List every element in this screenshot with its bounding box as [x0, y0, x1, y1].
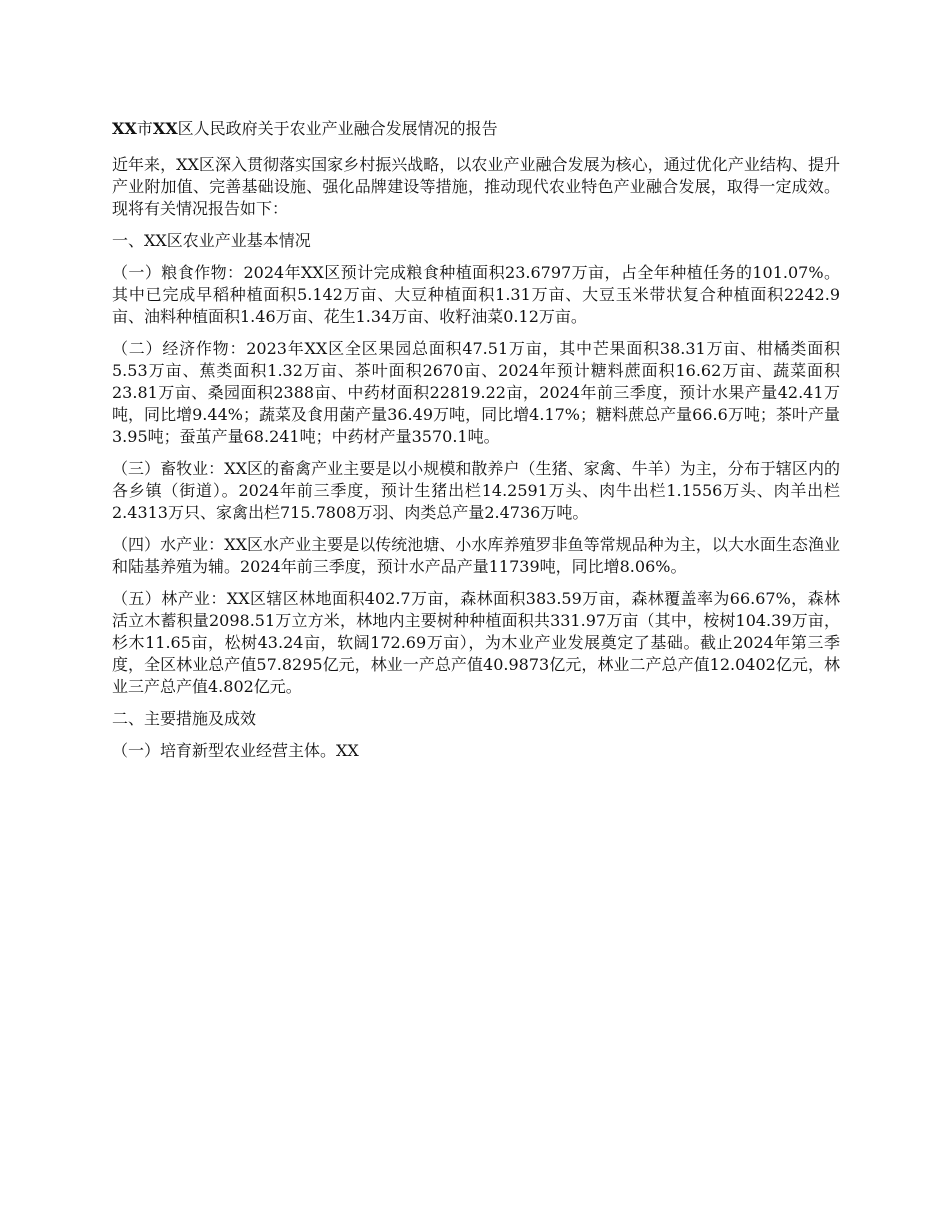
paragraph-aquaculture: （四）水产业：XX区水产业主要是以传统池塘、小水库养殖罗非鱼等常规品种为主，以大水面生态渔业和陆基养殖为辅。2024年前三季度，预计水产品产量11739吨，同比增8.06%。	[112, 535, 840, 576]
title-city-suffix: 市	[136, 119, 153, 138]
title-rest: 区人民政府关于农业产业融合发展情况的报告	[177, 119, 498, 138]
paragraph-cash-crops: （二）经济作物：2023年XX区全区果园总面积47.51万亩，其中芒果面积38.31万亩、柑橘类面积5.53万亩、蕉类面积1.32万亩、茶叶面积2670亩、2024年预计糖料蔗面积16.62万亩、蔬菜面积23.81万亩、桑园面积2388亩、中药材面积22819.22亩，2024年前三季度，预计水果产量42.41万吨，同比增9.44%；蔬菜及食用菌产量36.49万吨，同比增4.17%；糖料蔗总产量66.6万吨；茶叶产量3.95吨；蚕茧产量68.241吨；中药材产量3570.1吨。	[112, 339, 840, 446]
title-district-placeholder: XX	[152, 119, 178, 138]
section-heading-measures: 二、主要措施及成效	[112, 709, 257, 728]
document-title	[112, 118, 840, 140]
paragraph-new-entities: （一）培育新型农业经营主体。XX	[112, 741, 359, 760]
paragraph-grain-crops: （一）粮食作物：2024年XX区预计完成粮食种植面积23.6797万亩，占全年种植任务的101.07%。其中已完成早稻种植面积5.142万亩、大豆种植面积1.31万亩、大豆玉米带状复合种植面积2242.9亩、油料种植面积1.46万亩、花生1.34万亩、收籽油菜0.12万亩。	[112, 263, 840, 326]
intro-paragraph: 近年来，XX区深入贯彻落实国家乡村振兴战略，以农业产业融合发展为核心，通过优化产业结构、提升产业附加值、完善基础设施、强化品牌建设等措施，推动现代农业特色产业融合发展，取得一定成效。现将有关情况报告如下：	[112, 155, 840, 218]
section-heading-basic-situation: 一、XX区农业产业基本情况	[112, 231, 311, 250]
document-page	[112, 118, 840, 772]
title-city-placeholder: XX	[112, 119, 137, 138]
paragraph-livestock: （三）畜牧业：XX区的畜禽产业主要是以小规模和散养户（生猪、家禽、牛羊）为主，分布于辖区内的各乡镇（街道）。2024年前三季度，预计生猪出栏14.2591万头、肉牛出栏1.1556万头、肉羊出栏2.4313万只、家禽出栏715.7808万羽、肉类总产量2.4736万吨。	[112, 459, 840, 522]
paragraph-forestry: （五）林产业：XX区辖区林地面积402.7万亩，森林面积383.59万亩，森林覆盖率为66.67%，森林活立木蓄积量2098.51万立方米，林地内主要树种种植面积共331.97万亩（其中，桉树104.39万亩，杉木11.65亩，松树43.24亩，软阔172.69万亩），为木业产业发展奠定了基础。截止2024年第三季度，全区林业总产值57.8295亿元，林业一产总产值40.9873亿元，林业二产总产值12.0402亿元，林业三产总产值4.802亿元。	[112, 589, 840, 696]
